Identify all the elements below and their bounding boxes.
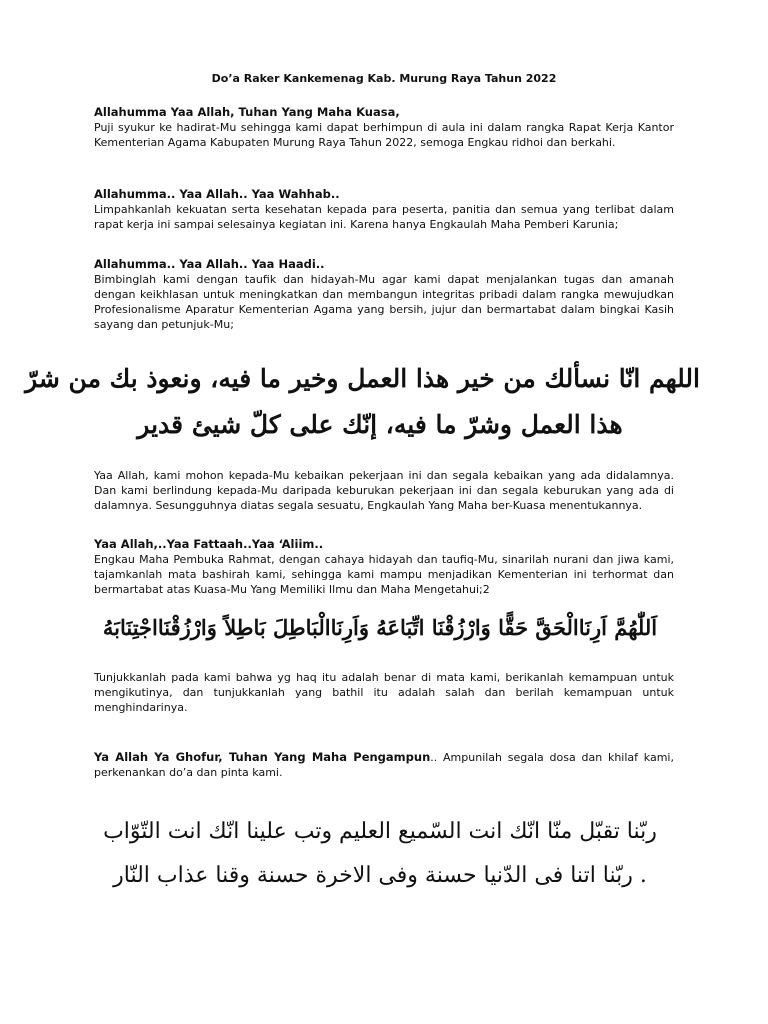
section-7-text: .. Ampunilah segala dosa dan khilaf kami, perkenankan do’a dan pinta kami. [94, 751, 674, 779]
document-title: Do’a Raker Kankemenag Kab. Murung Raya Tahun 2022 [211, 72, 557, 85]
arabic-prayer-1-line-1: اللهم انّا نسألك من خير هذا العمل وخير ما فيه، ونعوذ بك من شرّ [25, 364, 700, 393]
section-2-body: Limpahkanlah kekuatan serta kesehatan kepada para peserta, panitia dan semua yang terlibat dalam rapat kerja ini sampai selesainya kegiatan ini. Karena hanya Engkaulah Maha Pemberi Karunia; [94, 203, 674, 231]
section-5-body: Engkau Maha Pembuka Rahmat, dengan cahaya hidayah dan taufiq-Mu, sinarilah nurani dan jiwa kami, tajamkanlah mata bashirah kami, sehingga kami mampu menjadikan Kementerian ini terhormat dan bermartabat atas Kuasa-Mu Yang Memiliki Ilmu dan Maha Mengetahui;2 [94, 553, 674, 596]
section-3 [94, 256, 674, 332]
section-5 [94, 536, 674, 597]
section-1-body: Puji syukur ke hadirat-Mu sehingga kami dapat berhimpun di aula ini dalam rangka Rapat Kerja Kantor Kementerian Agama Kabupaten Murung Raya Tahun 2022, semoga Engkau ridhoi dan berkahi. [94, 121, 674, 149]
arabic-prayer-3 [60, 810, 700, 898]
arabic-prayer-2-line-1: اَللّٰهُمَّ اَرِنَاالْحَقَّ حَقًّا وَارْزُقْنَا اتِّبَاعَهُ وَاَرِنَاالْبَاطِلَ بَاطِلاً وَارْزُقْنَااجْتِنَابَهُ [102, 615, 658, 640]
section-4 [94, 468, 674, 513]
section-2-heading: Allahumma.. Yaa Allah.. Yaa Wahhab.. [94, 187, 340, 201]
section-7-body [94, 750, 674, 780]
arabic-prayer-1 [25, 356, 700, 448]
section-3-heading: Allahumma.. Yaa Allah.. Yaa Haadi.. [94, 257, 325, 271]
section-6 [94, 670, 674, 715]
section-5-heading: Yaa Allah,..Yaa Fattaah..Yaa ‘Aliim.. [94, 537, 324, 551]
section-7-heading: Ya Allah Ya Ghofur, Tuhan Yang Maha Pengampun [94, 750, 431, 764]
arabic-prayer-3-line-2: . ربّنا اتنا فى الدّنيا حسنة وفى الاخرة حسنة وقنا عذاب النّار [113, 863, 647, 888]
section-6-body: Tunjukkanlah pada kami bahwa yg haq itu adalah benar di mata kami, berikanlah kemampuan untuk mengikutinya, dan tunjukkanlah yang bathil itu adalah salah dan berilah kemampuan untuk menghindarinya. [94, 671, 674, 714]
section-7 [94, 750, 674, 780]
arabic-prayer-2 [60, 608, 700, 648]
section-3-body: Bimbinglah kami dengan taufik dan hidayah-Mu agar kami dapat menjalankan tugas dan amanah dengan keikhlasan untuk meningkatkan dan membangun integritas pribadi dalam rangka mewujudkan Profesionalisme Aparatur Kementerian Agama yang bersih, jujur dan bermartabat dalam bingkai Kasih sayang dan petunjuk-Mu; [94, 273, 674, 331]
section-1 [94, 104, 674, 150]
section-4-body: Yaa Allah, kami mohon kepada-Mu kebaikan pekerjaan ini dan segala kebaikan yang ada didalamnya. Dan kami berlindung kepada-Mu daripada keburukan pekerjaan ini dan segala keburukan yang ada di dalamnya. Sesungguhnya diatas segala sesuatu, Engkaulah Yang Maha ber-Kuasa menentukannya. [94, 469, 674, 512]
arabic-prayer-3-line-1: ربّنا تقبّل منّا انّك انت السّميع العليم وتب علينا انّك انت التّوّاب [103, 819, 657, 844]
arabic-prayer-1-line-2: هذا العمل وشرّ ما فيه، إنّك على كلّ شيئ قدير [137, 410, 623, 439]
section-1-heading: Allahumma Yaa Allah, Tuhan Yang Maha Kuasa, [94, 105, 400, 119]
section-2 [94, 186, 674, 232]
